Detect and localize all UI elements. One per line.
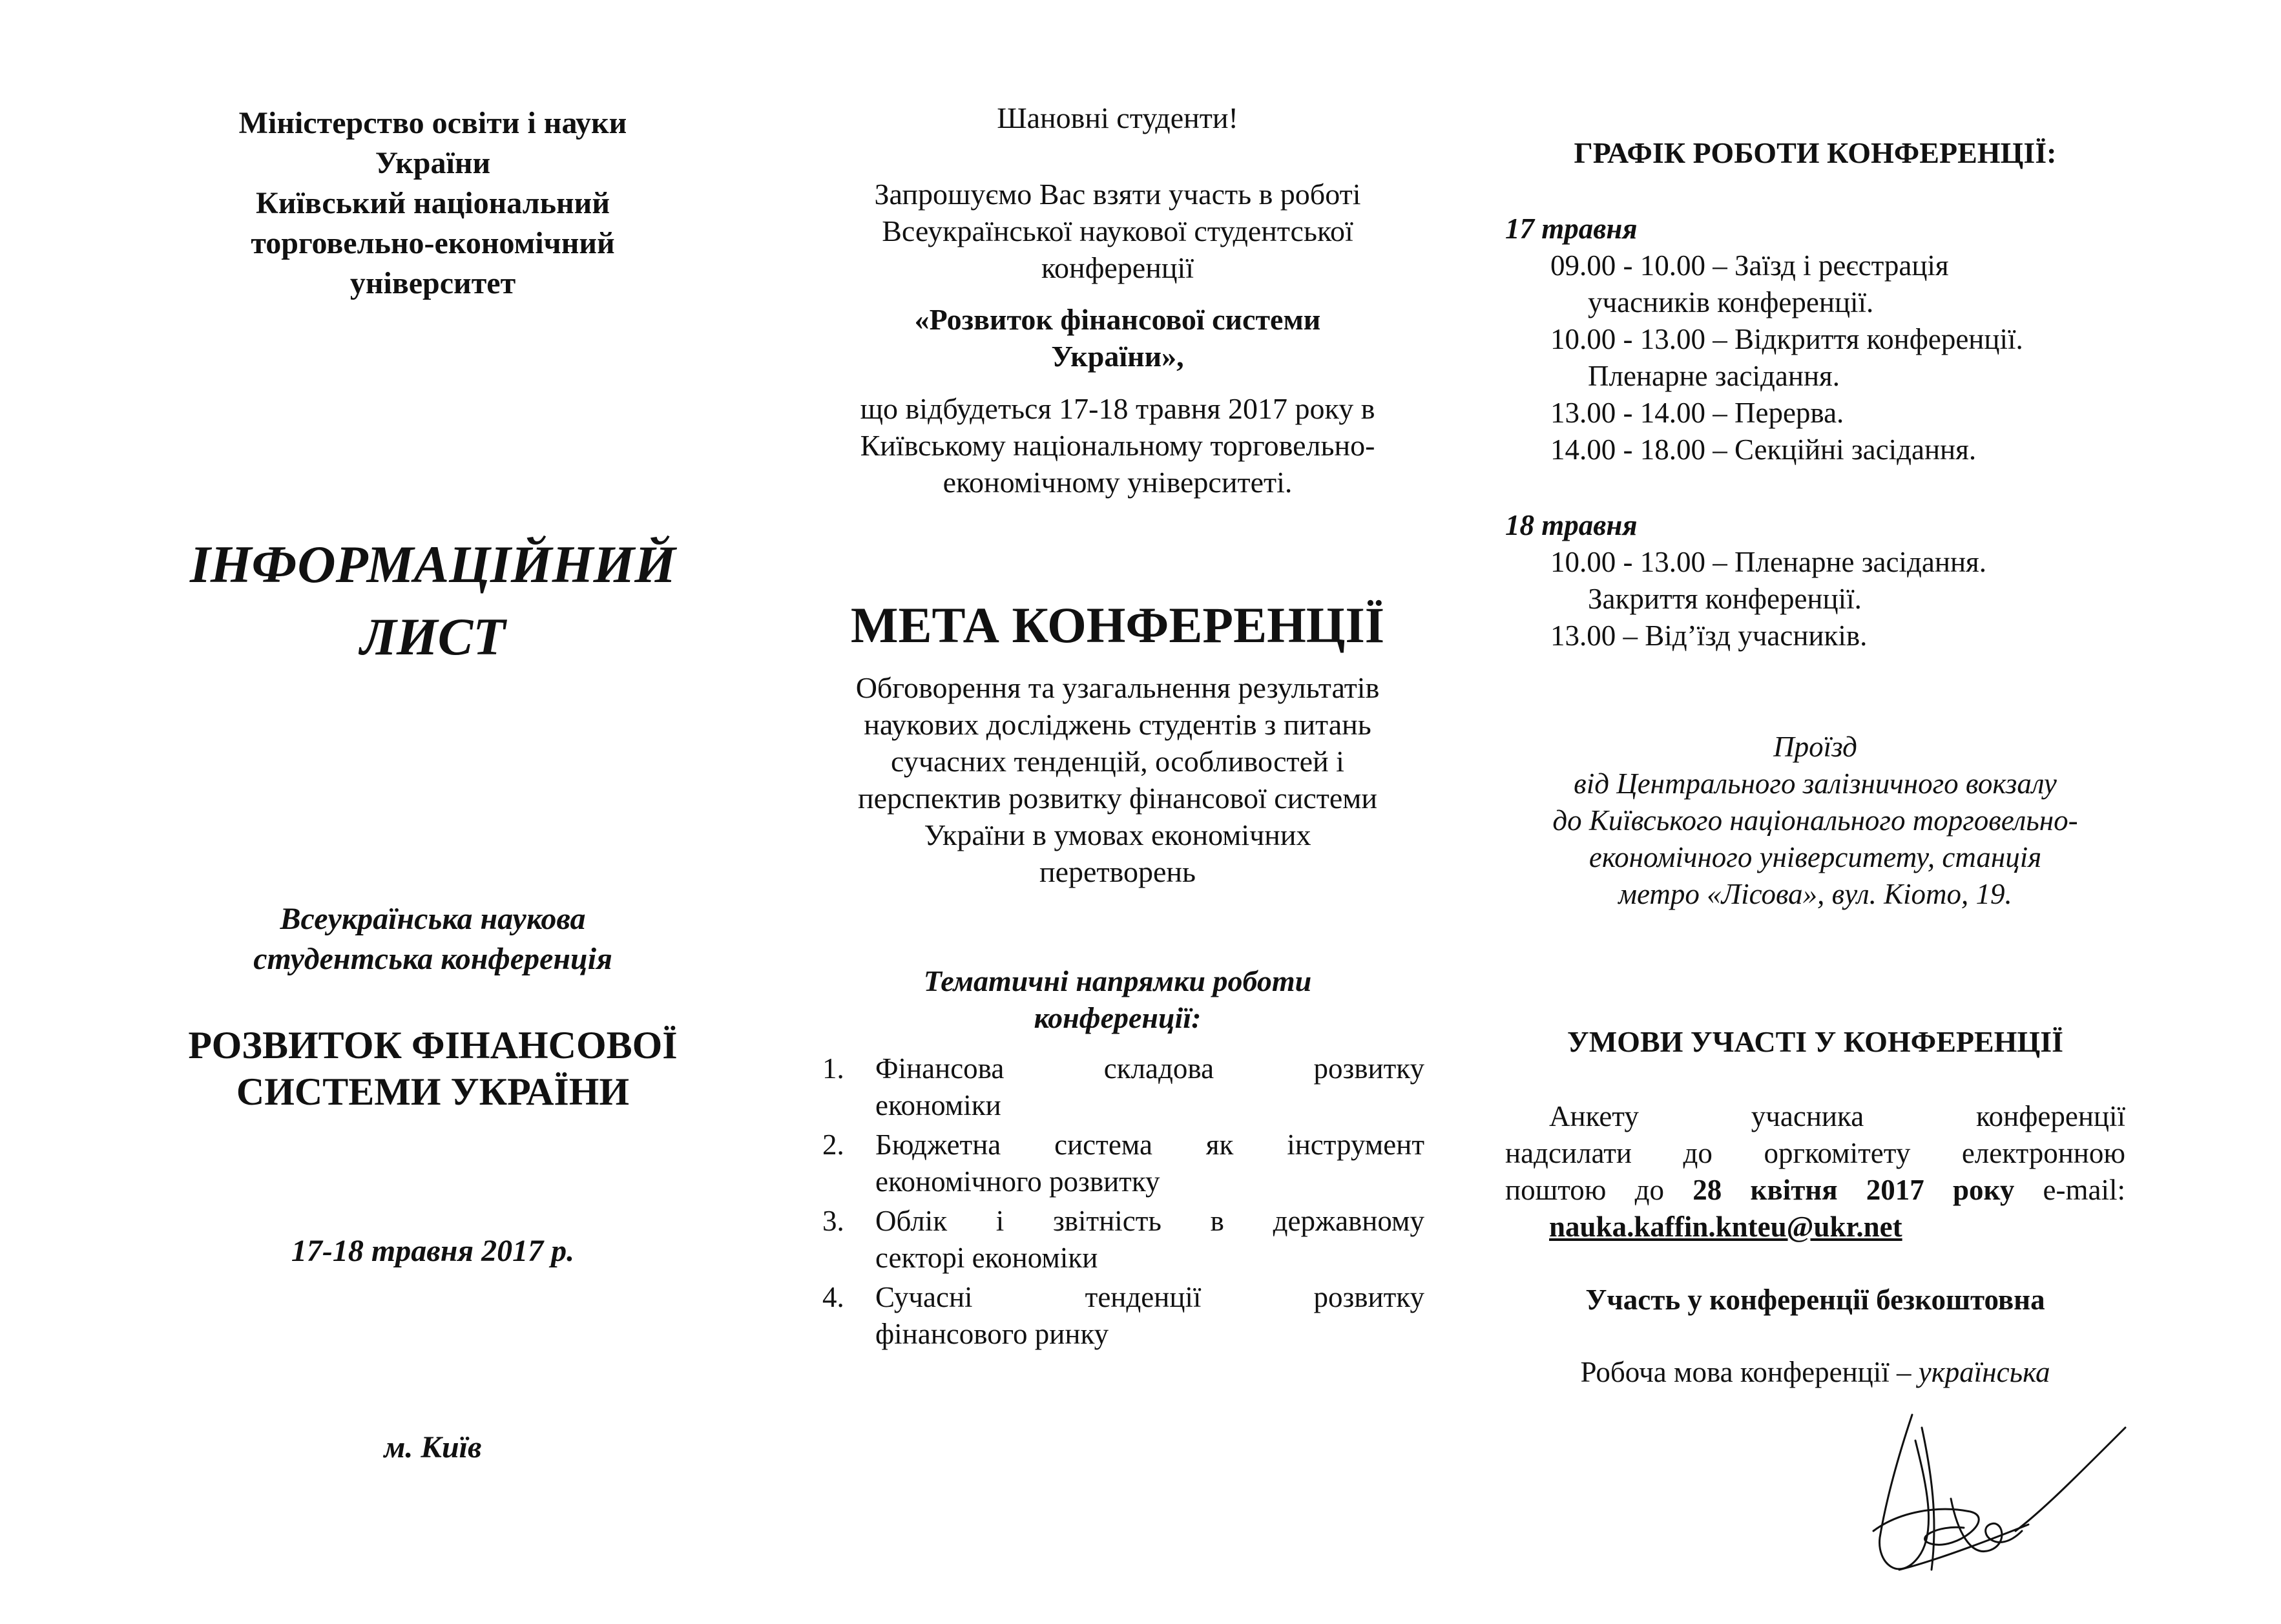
- goal-line: України в умовах економічних: [924, 818, 1311, 851]
- venue-line: економічному університеті.: [943, 466, 1293, 499]
- goal-line: сучасних тенденцій, особливостей і: [891, 745, 1344, 778]
- topics-heading-line: конференції:: [1034, 1001, 1202, 1034]
- conference-quote-line: «Розвиток фінансової системи: [914, 303, 1321, 336]
- venue-text: [811, 390, 1424, 501]
- list-item: [811, 1127, 1424, 1200]
- schedule-row-continued: Пленарне засідання.: [1588, 360, 1840, 392]
- conference-name: [110, 1022, 756, 1115]
- schedule-row: 13.00 – Від’їзд учасників.: [1550, 619, 1868, 652]
- right-panel: [1505, 0, 2125, 1624]
- invitation-line: Запрошуємо Вас взяти участь в роботі: [874, 178, 1361, 211]
- conditions-line: [1505, 1172, 2125, 1209]
- topic-number: 4.: [822, 1281, 844, 1313]
- conference-type: [110, 899, 756, 979]
- schedule-row-continued: Закриття конференції.: [1588, 583, 1862, 615]
- ministry-line: Київський національний: [256, 186, 610, 220]
- document-title-line: ЛИСТ: [360, 607, 506, 666]
- conference-name-line: РОЗВИТОК ФІНАНСОВОЇ: [188, 1024, 678, 1067]
- conference-quote-line: України»,: [1051, 340, 1184, 373]
- topic-text: Сучасні тенденції розвитку: [875, 1281, 1424, 1313]
- ministry-block: [110, 103, 756, 304]
- travel-title: Проїзд: [1773, 731, 1857, 763]
- conference-name-line: СИСТЕМИ УКРАЇНИ: [236, 1070, 630, 1113]
- topic-text-continued: економічного розвитку: [875, 1165, 1160, 1198]
- conference-type-line: студентська конференція: [253, 942, 612, 976]
- topic-number: 1.: [822, 1052, 844, 1085]
- signature: [1860, 1402, 2132, 1596]
- conference-quote: [811, 301, 1424, 375]
- email-link[interactable]: nauka.kaffin.knteu@ukr.net: [1549, 1211, 1902, 1243]
- topic-text-continued: фінансового ринку: [875, 1318, 1109, 1350]
- conditions-text: [1505, 1098, 2125, 1245]
- schedule-row: 10.00 - 13.00 – Відкриття конференції.: [1550, 323, 2023, 355]
- document-title-line: ІНФОРМАЦІЙНИЙ: [189, 535, 676, 594]
- conditions-line: надсилати до оргкомітету електронною: [1505, 1137, 2125, 1169]
- invitation-line: Всеукраїнської наукової студентської: [882, 214, 1353, 247]
- ministry-line: Міністерство освіти і науки: [238, 106, 627, 140]
- middle-panel: [811, 0, 1424, 1624]
- travel-line: метро «Лісова», вул. Кіото, 19.: [1618, 878, 2012, 910]
- list-item: [811, 1203, 1424, 1276]
- conference-type-line: Всеукраїнська наукова: [280, 902, 586, 936]
- language-value: українська: [1918, 1356, 2050, 1388]
- schedule-row-continued: учасників конференції.: [1588, 286, 1874, 318]
- day-label: 17 травня: [1505, 213, 1638, 245]
- travel-line: до Київського національного торговельно-: [1552, 804, 2078, 837]
- schedule-heading: ГРАФІК РОБОТИ КОНФЕРЕНЦІЇ:: [1574, 136, 2057, 169]
- list-item: [811, 1050, 1424, 1124]
- conditions-text-part: e-mail:: [2014, 1174, 2125, 1206]
- goal-line: Обговорення та узагальнення результатів: [855, 671, 1380, 704]
- topic-text: Фінансова складова розвитку: [875, 1052, 1424, 1085]
- topic-number: 2.: [822, 1129, 844, 1161]
- language-label: Робоча мова конференції –: [1580, 1356, 1919, 1388]
- greeting: Шановні студенти!: [997, 101, 1238, 134]
- topics-heading-line: Тематичні напрямки роботи: [923, 964, 1312, 997]
- conditions-text-part: поштою до: [1505, 1174, 1693, 1206]
- document-title: [110, 528, 756, 673]
- list-item: [811, 1279, 1424, 1353]
- topic-number: 3.: [822, 1205, 844, 1237]
- goal-line: наукових досліджень студентів з питань: [864, 708, 1371, 741]
- invitation-line: конференції: [1041, 251, 1194, 284]
- conference-dates: 17-18 травня 2017 р.: [291, 1234, 575, 1268]
- topics-list: [811, 1050, 1424, 1355]
- schedule-row: 10.00 - 13.00 – Пленарне засідання.: [1550, 546, 1986, 578]
- schedule-row: 13.00 - 14.00 – Перерва.: [1550, 397, 1844, 429]
- schedule-day1: [1505, 211, 2125, 468]
- schedule-row: 09.00 - 10.00 – Заїзд і реєстрація: [1550, 249, 1949, 282]
- invitation-text: [811, 176, 1424, 286]
- topic-text-continued: секторі економіки: [875, 1242, 1098, 1274]
- schedule-day2: [1505, 507, 2125, 654]
- goal-heading: МЕТА КОНФЕРЕНЦІЇ: [850, 597, 1385, 653]
- goal-line: перетворень: [1039, 855, 1196, 888]
- ministry-line: України: [375, 146, 491, 180]
- left-panel: [110, 0, 756, 1624]
- travel-line: економічного університету, станція: [1588, 841, 2042, 873]
- conditions-heading: УМОВИ УЧАСТІ У КОНФЕРЕНЦІЇ: [1567, 1025, 2064, 1058]
- goal-line: перспектив розвитку фінансової системи: [857, 782, 1377, 815]
- topic-text-continued: економіки: [875, 1089, 1001, 1121]
- ministry-line: торговельно-економічний: [251, 226, 615, 260]
- conditions-line: Анкету учасника конференції: [1549, 1100, 2125, 1132]
- goal-text: [811, 669, 1424, 890]
- venue-line: що відбудеться 17-18 травня 2017 року в: [860, 392, 1375, 425]
- venue-line: Київському національному торговельно-: [860, 429, 1375, 462]
- conference-city: м. Київ: [384, 1430, 482, 1464]
- deadline: 28 квітня 2017 року: [1693, 1174, 2015, 1206]
- travel-line: від Центрального залізничного вокзалу: [1574, 767, 2057, 800]
- schedule-row: 14.00 - 18.00 – Секційні засідання.: [1550, 433, 1977, 466]
- topics-heading: [811, 963, 1424, 1036]
- ministry-line: університет: [349, 266, 516, 300]
- topic-text: Бюджетна система як інструмент: [875, 1129, 1424, 1161]
- free-participation-notice: Участь у конференції безкоштовна: [1585, 1284, 2045, 1316]
- day-label: 18 травня: [1505, 509, 1638, 541]
- topic-text: Облік і звітність в державному: [875, 1205, 1424, 1237]
- language-note: [1505, 1354, 2125, 1391]
- travel-info: [1505, 729, 2125, 913]
